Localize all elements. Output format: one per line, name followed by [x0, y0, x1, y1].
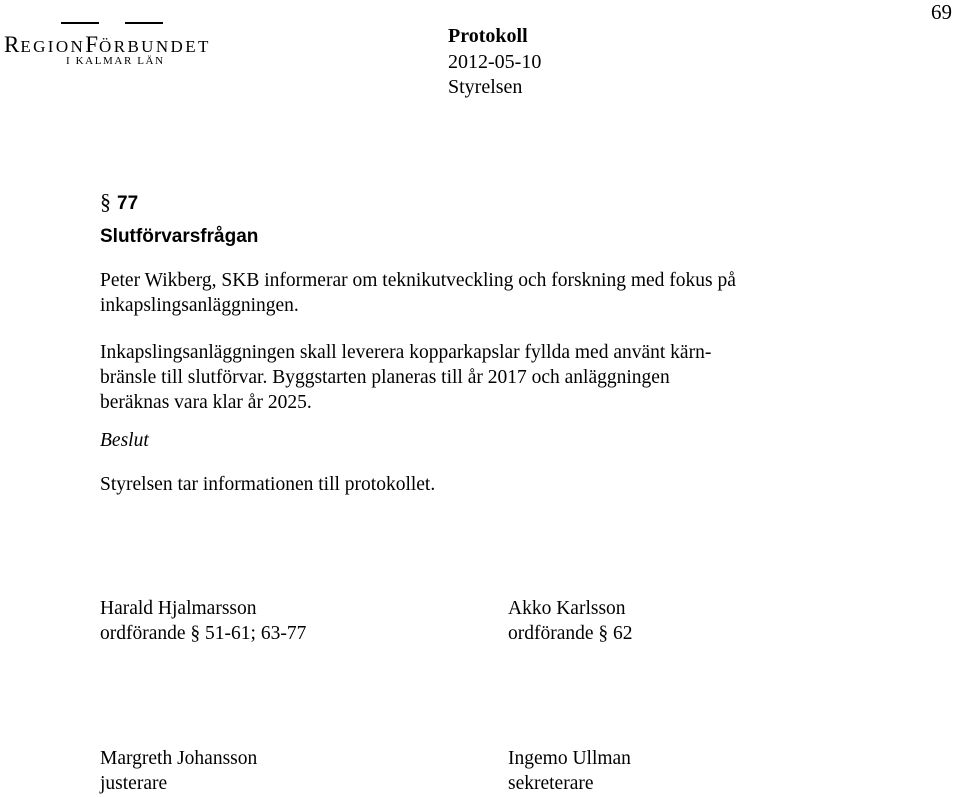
paragraph-1: Peter Wikberg, SKB informerar om teknikutveckling och forskning med fokus på inkapslingsanläggningen. — [100, 270, 736, 316]
signatory-role: ordförande § 51-61; 63-77 — [100, 623, 307, 644]
paragraph-2-line: bränsle till slutförvar. Byggstarten planeras till år 2017 och anläggningen — [100, 367, 670, 388]
decision-heading: Beslut — [100, 430, 149, 451]
meeting-body: Styrelsen — [448, 76, 523, 98]
decision-text: Styrelsen tar informationen till protokollet. — [100, 474, 436, 495]
signatory-role: justerare — [100, 773, 168, 794]
paragraph-2-line: beräknas vara klar år 2025. — [100, 392, 312, 413]
signatory-name: Ingemo Ullman — [508, 748, 631, 769]
section-number — [100, 191, 138, 213]
signatory-name: Margreth Johansson — [100, 748, 258, 769]
document-type: Protokoll — [448, 25, 528, 47]
page-number: 69 — [931, 0, 952, 24]
signatory-role: sekreterare — [508, 773, 594, 794]
signature-block — [100, 746, 257, 796]
regionforbundet-logo — [4, 22, 229, 74]
meeting-date: 2012-05-10 — [448, 51, 542, 73]
paragraph-2-line: Inkapslingsanläggningen skall leverera kopparkapslar fyllda med använt kärn- — [100, 342, 712, 363]
section-number-value: 77 — [117, 193, 139, 214]
logo-main-text: REGIONFÖRBUNDET — [4, 32, 211, 57]
signature-block — [508, 596, 633, 646]
logo-sub-text: I KALMAR LÄN — [66, 55, 165, 67]
paragraph-2 — [100, 340, 860, 415]
section-title: Slutförvarsfrågan — [100, 226, 259, 247]
signatory-name: Akko Karlsson — [508, 598, 626, 619]
logo-rule-left — [61, 22, 99, 24]
section-symbol: § — [100, 189, 111, 214]
signatory-role: ordförande § 62 — [508, 623, 633, 644]
signature-block — [100, 596, 306, 646]
signature-block — [508, 746, 631, 796]
signatory-name: Harald Hjalmarsson — [100, 598, 257, 619]
logo-rule-right — [125, 22, 163, 24]
